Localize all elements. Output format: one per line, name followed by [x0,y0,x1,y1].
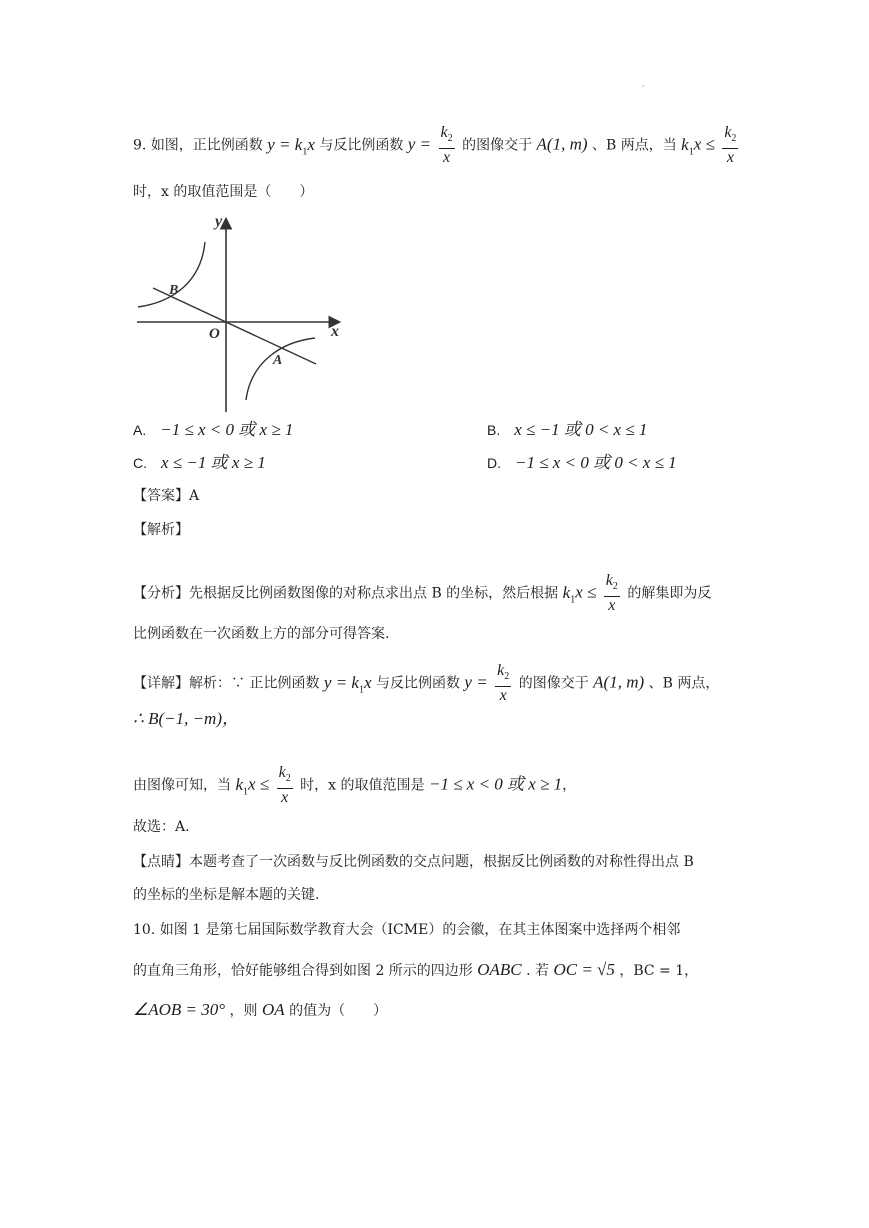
q9-fraction: $\frac{k_2}{x}$ [440,124,453,167]
option-c[interactable]: C. x ≤ −1 或 x ≥ 1 [133,453,266,472]
dianjing-line1: 【点睛】本题考查了一次函数与反比例函数的交点问题，根据反比例函数的对称性得出点 B [133,854,694,870]
origin-label: O [209,326,220,342]
q9-text2: 与反比例函数 [319,137,404,154]
fenxi-line2: 比例函数在一次函数上方的部分可得答案. [133,626,390,642]
point-b-label: B [169,283,179,298]
point-a-label: A [273,353,283,368]
option-a[interactable]: A. −1 ≤ x < 0 或 x ≥ 1 [133,420,294,439]
q9-text4: 、B 两点，当 [591,137,677,154]
fenxi-line1: 【分析】先根据反比例函数图像的对称点求出点 B 的坐标，然后根据 $k_1x$ ≤ $\frac{k_2}{x}$ 的解集即为反 [133,572,712,615]
option-d[interactable]: D. −1 ≤ x < 0 或 0 < x ≤ 1 [487,453,677,472]
y-axis-label: y [215,213,223,230]
x-axis-label: x [331,323,339,340]
q9-cond-fraction: $\frac{k_2}{x}$ [724,124,737,167]
q9-eq1: $y = k_1x$ [267,134,315,157]
q9-pointA: A(1, m) [536,134,588,154]
xiangjie-line1: 【详解】解析：∵ 正比例函数 $y = k_1x$ 与反比例函数 y = $\frac{k_2}{x}$ 的图像交于 A(1, m) 、B 两点， [133,662,720,705]
q9-line1 [133,124,741,167]
header-mark: · [642,82,645,91]
q10-line3: ∠AOB = 30° ，则 OA 的值为（ ） [133,1000,388,1019]
q9-number: 9. [133,137,147,154]
q9-text3: 的图像交于 [462,137,533,154]
q9-line2: 时，x 的取值范围是（ ） [133,184,314,200]
q9-cond-k: $k_1$ [681,134,694,157]
q9-text1: 如图，正比例函数 [150,137,263,154]
xiangjie-choice: 故选：A. [133,819,190,835]
option-b[interactable]: B. x ≤ −1 或 0 < x ≤ 1 [487,420,648,439]
q9-eq2: y = [407,134,432,154]
linear-function-line [153,288,316,364]
q10-line2: 的直角三角形，恰好能够组合得到如图 2 所示的四边形 OABC . 若 OC = √5 ，BC = 1， [133,960,699,979]
analysis-title: 【解析】 [133,522,189,538]
q9-cond: x ≤ [693,134,715,154]
xiangjie-line3: 由图像可知，当 $k_1x$ ≤ $\frac{k_2}{x}$ 时，x 的取值范围是 −1 ≤ x < 0 或 x ≥ 1， [133,764,577,807]
q9-graph [133,212,353,412]
q10-line1: 10. 如图 1 是第七届国际数学教育大会（ICME）的会徽，在其主体图案中选择两个相邻 [133,922,681,938]
dianjing-line2: 的坐标的坐标是解本题的关键. [133,887,320,903]
answer-line: 【答案】A [133,488,200,504]
xiangjie-line2: ∴ B(−1, −m)， [133,709,239,728]
